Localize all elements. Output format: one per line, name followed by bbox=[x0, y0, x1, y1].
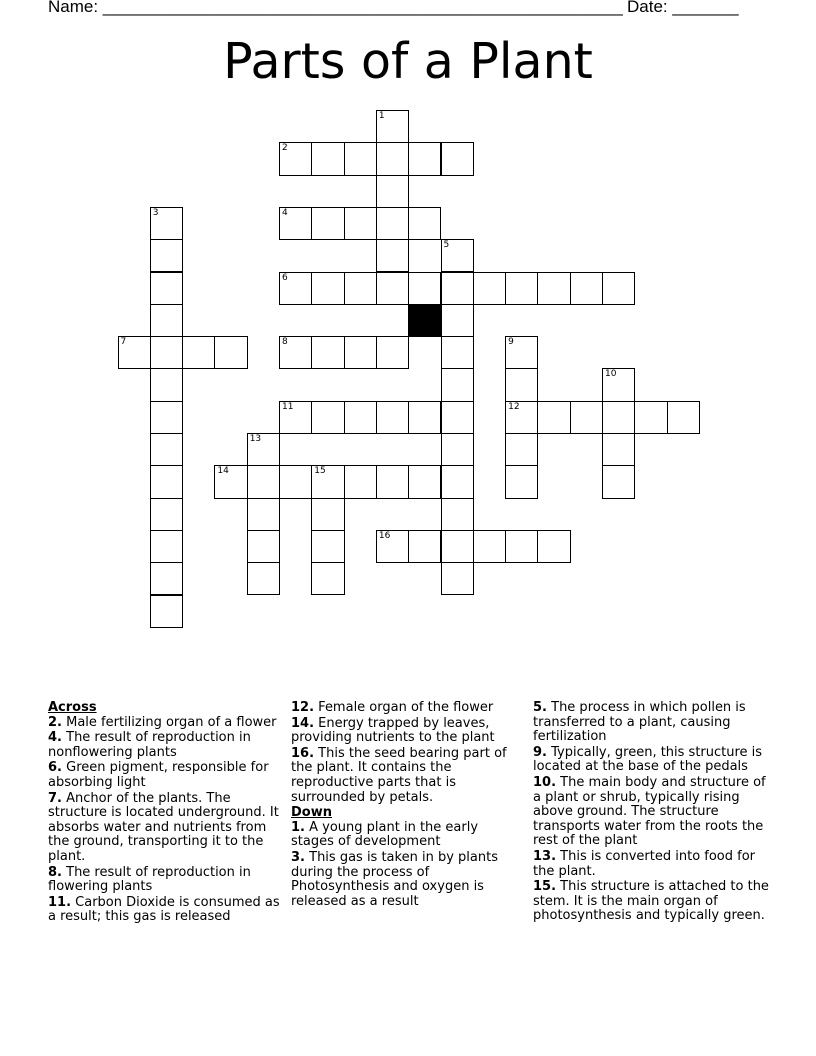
crossword-cell[interactable] bbox=[441, 433, 474, 466]
crossword-cell[interactable] bbox=[376, 207, 409, 240]
crossword-cell[interactable] bbox=[505, 465, 538, 498]
crossword-cell[interactable] bbox=[311, 498, 344, 531]
crossword-cell[interactable] bbox=[376, 530, 409, 563]
clue-number: 4 bbox=[282, 207, 288, 218]
clue-number: 8 bbox=[282, 337, 288, 348]
crossword-cell[interactable] bbox=[311, 465, 344, 498]
crossword-cell[interactable] bbox=[441, 465, 474, 498]
clue-down-10: 10. The main body and structure of a plant or shrub, typically rising above ground. The structure transports water from the roots the rest of the plant bbox=[533, 774, 766, 849]
crossword-cell[interactable] bbox=[505, 368, 538, 401]
clue-across-6: 6. Green pigment, responsible for absorbing light bbox=[48, 760, 269, 790]
crossword-cell[interactable] bbox=[344, 465, 377, 498]
crossword-cell[interactable] bbox=[150, 562, 183, 595]
crossword-cell[interactable] bbox=[150, 401, 183, 434]
crossword-cell[interactable] bbox=[602, 433, 635, 466]
crossword-cell[interactable] bbox=[441, 142, 474, 175]
clue-number: 3 bbox=[152, 207, 159, 218]
crossword-cell[interactable] bbox=[376, 239, 409, 272]
crossword-cell[interactable] bbox=[247, 465, 280, 498]
crossword-cell[interactable] bbox=[344, 272, 377, 305]
clue-number: 14 bbox=[217, 466, 229, 477]
crossword-cell[interactable] bbox=[408, 401, 441, 434]
crossword-cell[interactable] bbox=[376, 110, 409, 143]
crossword-cell[interactable] bbox=[150, 336, 183, 369]
crossword-cell[interactable] bbox=[344, 336, 377, 369]
clue-number: 7 bbox=[120, 337, 127, 348]
clues-column-3 bbox=[533, 701, 773, 925]
crossword-cell[interactable] bbox=[344, 142, 377, 175]
crossword-cell[interactable] bbox=[279, 272, 312, 305]
crossword-cell[interactable] bbox=[344, 207, 377, 240]
crossword-cell[interactable] bbox=[505, 272, 538, 305]
across-heading: Across bbox=[48, 700, 97, 715]
crossword-cell[interactable] bbox=[376, 272, 409, 305]
clue-number: 5 bbox=[443, 240, 450, 251]
crossword-cell[interactable] bbox=[150, 239, 183, 272]
clues-column-2 bbox=[291, 701, 523, 910]
clue-number: 13 bbox=[249, 434, 262, 444]
crossword-cell[interactable] bbox=[247, 562, 280, 595]
clue-number: 12 bbox=[508, 401, 520, 412]
crossword-cell[interactable] bbox=[602, 465, 635, 498]
crossword-cell[interactable] bbox=[150, 207, 183, 240]
crossword-cell[interactable] bbox=[441, 401, 474, 434]
clue-number: 6 bbox=[282, 272, 288, 283]
clue-number: 15 bbox=[314, 466, 326, 477]
clue-down-9: 9. Typically, green, this structure is located at the base of the pedals bbox=[533, 744, 763, 775]
clue-across-8: 8. The result of reproduction in flowering plants bbox=[48, 864, 251, 895]
crossword-cell[interactable] bbox=[214, 465, 247, 498]
crossword-cell[interactable] bbox=[247, 530, 280, 563]
crossword-cell[interactable] bbox=[570, 401, 603, 434]
crossword-cell[interactable] bbox=[602, 272, 635, 305]
crossword-cell[interactable] bbox=[376, 336, 409, 369]
crossword-cell[interactable] bbox=[441, 336, 474, 369]
clue-number: 16 bbox=[378, 530, 391, 541]
crossword-cell[interactable] bbox=[408, 530, 441, 563]
down-heading: Down bbox=[291, 805, 332, 821]
crossword-cell[interactable] bbox=[634, 401, 667, 434]
crossword-cell[interactable] bbox=[441, 304, 474, 337]
crossword-cell[interactable] bbox=[279, 401, 312, 434]
clue-number: 10 bbox=[605, 369, 617, 380]
clue-number: 9 bbox=[508, 337, 514, 348]
crossword-cell[interactable] bbox=[150, 304, 183, 337]
clue-across-16: 16. This the seed bearing part of the plant. It contains the reproductive parts that is surrounded by petals. bbox=[291, 745, 507, 805]
name-field[interactable]: Name: _______________________________________________________ bbox=[48, 0, 623, 16]
clue-down-1: 1. A young plant in the early stages of development bbox=[291, 819, 479, 850]
crossword-cell[interactable] bbox=[537, 530, 570, 563]
clue-down-15: 15. This structure is attached to the stem. It is the main organ of photosynthesis and typically green. bbox=[533, 879, 769, 924]
crossword-cell[interactable] bbox=[150, 272, 183, 305]
crossword-cell[interactable] bbox=[311, 530, 344, 563]
crossword-cell[interactable] bbox=[311, 272, 344, 305]
crossword-cell[interactable] bbox=[279, 465, 312, 498]
crossword-cell[interactable] bbox=[602, 368, 635, 401]
crossword-cell[interactable] bbox=[247, 498, 280, 531]
crossword-cell[interactable] bbox=[311, 207, 344, 240]
clue-down-13: 13. This is converted into food for the plant. bbox=[533, 848, 756, 879]
crossword-cell[interactable] bbox=[150, 433, 183, 466]
clues-column-1 bbox=[48, 701, 283, 926]
crossword-cell[interactable] bbox=[311, 336, 344, 369]
crossword-cell[interactable] bbox=[473, 272, 506, 305]
clue-across-12: 12. Female organ of the flower bbox=[291, 700, 494, 715]
crossword-cell[interactable] bbox=[441, 368, 474, 401]
crossword-cell[interactable] bbox=[505, 530, 538, 563]
crossword-cell[interactable] bbox=[150, 498, 183, 531]
clue-across-14: 14. Energy trapped by leaves, providing nutrients to the plant bbox=[291, 715, 495, 746]
crossword-cell[interactable] bbox=[150, 368, 183, 401]
clue-across-2: 2. Male fertilizing organ of a flower bbox=[48, 714, 277, 730]
crossword-cell[interactable] bbox=[473, 530, 506, 563]
crossword-cell[interactable] bbox=[376, 465, 409, 498]
crossword-cell[interactable] bbox=[441, 239, 474, 272]
crossword-cell[interactable] bbox=[376, 175, 409, 208]
crossword-cell[interactable] bbox=[408, 142, 441, 175]
crossword-cell[interactable] bbox=[279, 336, 312, 369]
crossword-cell[interactable] bbox=[408, 272, 441, 305]
crossword-cell[interactable] bbox=[537, 272, 570, 305]
crossword-cell[interactable] bbox=[408, 207, 441, 240]
page-title: Parts of a Plant bbox=[223, 33, 593, 90]
crossword-cell[interactable] bbox=[150, 530, 183, 563]
crossword-cell[interactable] bbox=[182, 336, 215, 369]
clue-down-5: 5. The process in which pollen is transferred to a plant, causing fertilization bbox=[533, 700, 746, 745]
crossword-cell[interactable] bbox=[311, 562, 344, 595]
crossword-cell[interactable] bbox=[570, 272, 603, 305]
crossword-cell[interactable] bbox=[376, 142, 409, 175]
crossword-cell[interactable] bbox=[667, 401, 700, 434]
clue-across-4: 4. The result of reproduction in nonflowering plants bbox=[48, 730, 251, 760]
crossword-cell[interactable] bbox=[505, 401, 538, 434]
crossword-cell[interactable] bbox=[441, 562, 474, 595]
crossword-cell[interactable] bbox=[118, 336, 151, 369]
crossword-cell[interactable] bbox=[279, 142, 312, 175]
crossword-cell[interactable] bbox=[441, 530, 474, 563]
crossword-cell[interactable] bbox=[150, 465, 183, 498]
clue-number: 11 bbox=[282, 401, 294, 412]
clue-number: 1 bbox=[378, 111, 385, 121]
crossword-cell[interactable] bbox=[441, 272, 474, 305]
clue-across-11: 11. Carbon Dioxide is consumed as a result; this gas is released bbox=[48, 894, 280, 925]
clue-across-7: 7. Anchor of the plants. The structure is located underground. It absorbs water and nutrients from the ground, transporting it to the plant. bbox=[48, 790, 279, 864]
crossword-cell[interactable] bbox=[537, 401, 570, 434]
crossword-cell[interactable] bbox=[408, 465, 441, 498]
crossword-cell[interactable] bbox=[505, 433, 538, 466]
crossword-cell[interactable] bbox=[344, 401, 377, 434]
crossword-cell[interactable] bbox=[311, 401, 344, 434]
crossword-cell[interactable] bbox=[311, 142, 344, 175]
crossword-cell[interactable] bbox=[602, 401, 635, 434]
crossword-cell[interactable] bbox=[247, 433, 280, 466]
crossword-cell[interactable] bbox=[376, 401, 409, 434]
crossword-cell[interactable] bbox=[214, 336, 247, 369]
crossword-cell[interactable] bbox=[505, 336, 538, 369]
crossword-cell[interactable] bbox=[279, 207, 312, 240]
crossword-cell[interactable] bbox=[441, 498, 474, 531]
clue-down-3: 3. This gas is taken in by plants during the process of Photosynthesis and oxygen is released as a result bbox=[291, 849, 498, 909]
date-field[interactable]: Date: _______ bbox=[627, 0, 739, 16]
crossword-cell[interactable] bbox=[150, 595, 183, 628]
clue-number: 2 bbox=[282, 143, 288, 154]
crossword-black-cell bbox=[408, 304, 441, 337]
